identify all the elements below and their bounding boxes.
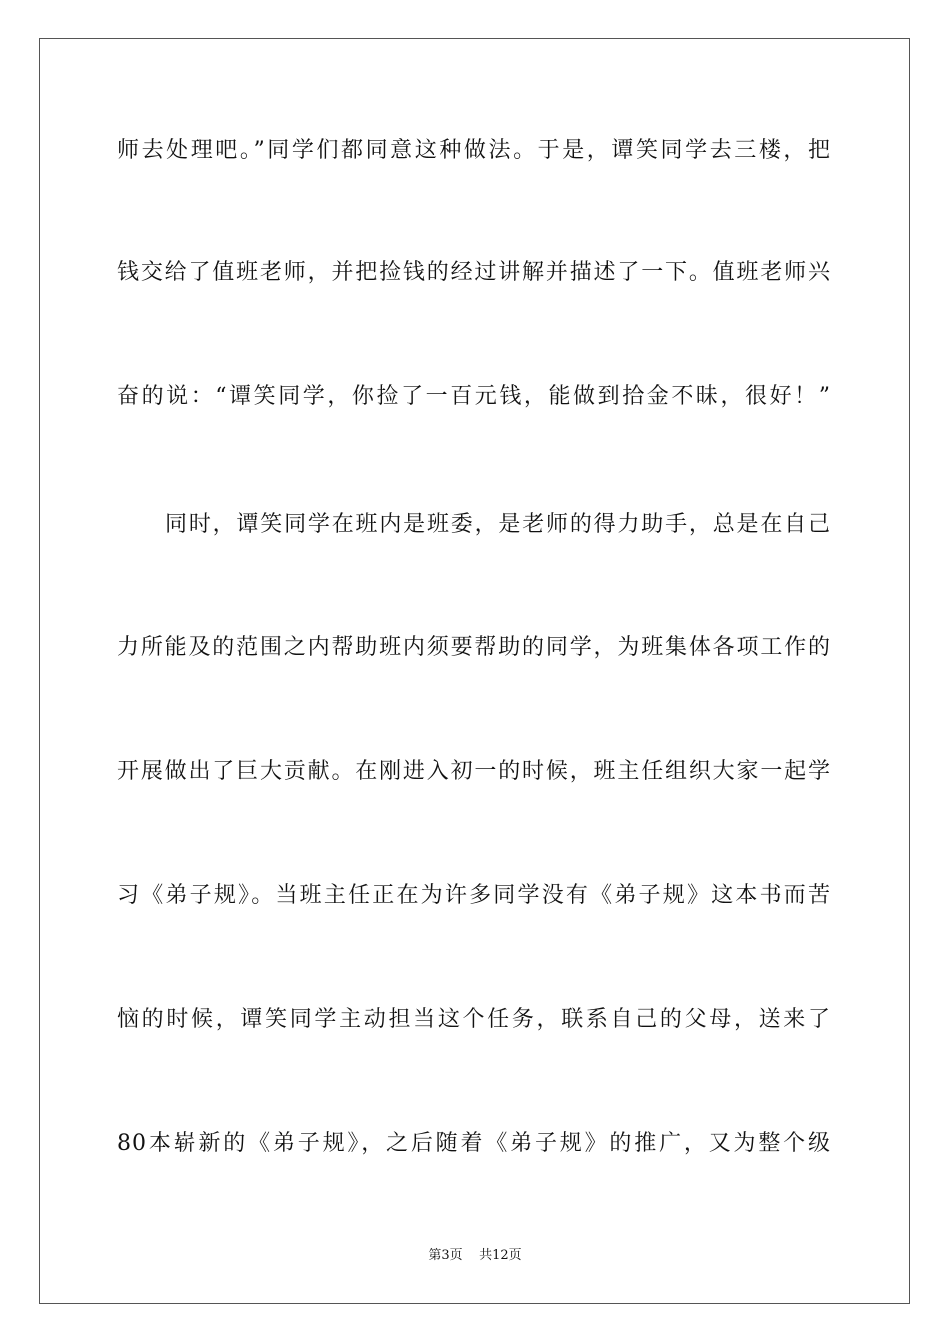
- text-line-8: 恼的时候，谭笑同学主动担当这个任务，联系自己的父母，送来了: [117, 1007, 831, 1032]
- text-line-1: 师去处理吧。”同学们都同意这种做法。于是，谭笑同学去三楼，把: [117, 138, 831, 163]
- text-line-4-paragraph-start: 同时，谭笑同学在班内是班委，是老师的得力助手，总是在自己: [165, 512, 831, 537]
- text-line-2: 钱交给了值班老师，并把捡钱的经过讲解并描述了一下。值班老师兴: [117, 260, 831, 285]
- page-number-footer: 第3页 共12页: [428, 1248, 522, 1263]
- text-line-7: 习《弟子规》。当班主任正在为许多同学没有《弟子规》这本书而苦: [117, 883, 831, 908]
- text-line-5: 力所能及的范围之内帮助班内须要帮助的同学，为班集体各项工作的: [117, 635, 831, 660]
- text-line-6: 开展做出了巨大贡献。在刚进入初一的时候，班主任组织大家一起学: [117, 759, 831, 784]
- text-line-3: 奋的说：“谭笑同学，你捡了一百元钱，能做到拾金不昧，很好！”: [117, 384, 831, 409]
- text-line-9: 80本崭新的《弟子规》，之后随着《弟子规》的推广，又为整个级: [117, 1131, 831, 1156]
- page-frame: [39, 38, 910, 1304]
